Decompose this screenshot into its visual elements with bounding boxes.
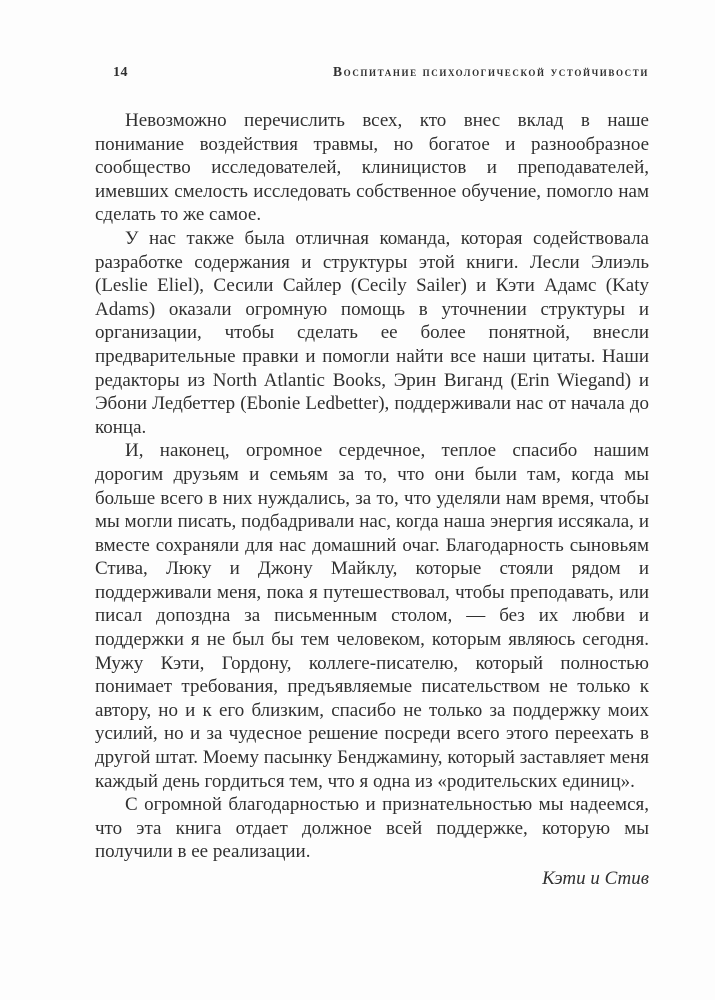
page-number: 14 bbox=[113, 65, 128, 80]
authors-signature: Кэти и Стив bbox=[542, 868, 649, 889]
running-head bbox=[95, 64, 649, 81]
body-text bbox=[95, 109, 649, 891]
paragraph-acknowledgement-team: У нас также была отличная команда, которая содействовала разработке содержания и структуры этой книги. Лесли Элиэль (Leslie Eliel), Сесили Сайлер (Cecily Sailer) и Кэти Адамс (Katy Adams) оказали огромную помощь в уточнении структуры и организации, чтобы сделать ее более понятной, внесли предварительные правки и помогли найти все наши цитаты. Наши редакторы из North Atlantic Books, Эрин Виганд (Erin Wiegand) и Эбони Ледбеттер (Ebonie Ledbetter), поддерживали нас от начала до конца. bbox=[95, 227, 649, 438]
paragraph-closing-thanks: С огромной благодарностью и признательностью мы надеемся, что эта книга отдает должное всей поддержке, которую мы получили в ее реализации. bbox=[95, 794, 649, 863]
running-title: Воспитание психологической устойчивости bbox=[333, 64, 649, 79]
paragraph-acknowledgement-family: И, наконец, огромное сердечное, теплое спасибо нашим дорогим друзьям и семьям за то, что они были там, когда мы больше всего в них нуждались, за то, что уделяли нам время, чтобы мы могли писать, подбадривали нас, когда наша энергия иссякала, и вместе сохраняли для нас домашний очаг. Благодарность сыновьям Стива, Люку и Джону Майклу, которые стояли рядом и поддерживали меня, пока я путешествовал, чтобы преподавать, или писал допоздна за письменным столом, — без их любви и поддержки я не был бы тем человеком, которым являюсь сегодня. Мужу Кэти, Гордону, коллеге-писателю, который полностью понимает требования, предъявляемые писательством не только к автору, но и к его близким, спасибо не только за поддержку моих усилий, но и за чудесное решение посреди всего этого переехать в другой штат. Моему пасынку Бенджамину, который заставляет меня каждый день гордиться тем, что я одна из «родительских единиц». bbox=[95, 440, 649, 792]
paragraph-acknowledgement-community: Невозможно перечислить всех, кто внес вклад в наше понимание воздействия травмы, но богатое и разнообразное сообщество исследователей, клиницистов и преподавателей, имевших смелость исследовать собственное обучение, помогло нам сделать то же самое. bbox=[95, 110, 649, 226]
